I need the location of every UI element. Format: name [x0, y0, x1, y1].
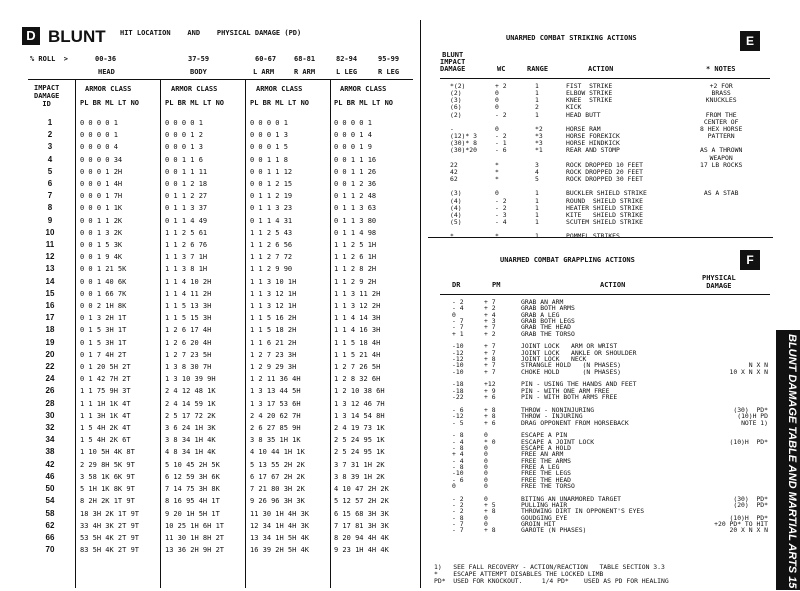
armor-cols-arm: PL BR ML LT NO [250, 99, 310, 107]
range-head: 00-36 [95, 55, 117, 63]
col-divider-3 [245, 80, 246, 588]
grappling-header-rule [440, 294, 770, 295]
armor-label-head: ARMOR CLASS [85, 85, 132, 93]
impact-damage-label: IMPACT DAMAGE ID [34, 84, 60, 108]
head-column: 0 0 0 0 1 0 0 0 0 1 0 0 0 0 4 0 0 0 0 34 0 0 0 1 2H 0 0 0 1 4H 0 0 0 1 7H 0 0 0 1 1K 0 0 1 1 2K 0 0 1 3 2K 0 0 1 5 3K 0 0 1 9 4K 0 0 1 21 5K 0 0 1 40 6K 0 0 1 66 7K 0 0 2 1H 8K 0 1 3 2H 1T 0 1 5 3H 1T 0 1 5 3H 1T 0 1 7 4H 2T 0 1 20 5H 2T 0 1 42 7H 2T 1 1 75 9H 3T 1 1 1H 1K 4T 1 1 3H 1K 4T 1 5 4H 2K 4T 1 5 4H 2K 6T 1 10 5H 4K 8T 2 29 8H 5K 9T 3 58 1K 6K 9T 5 1H 1K 8K 9T 8 2H 2K 1T 9T 18 3H 2K 1T 9T 33 4H 3K 2T 9T 53 5H 4K 2T 9T 83 5H 4K 2T 9T [80, 119, 140, 555]
section-rule [428, 237, 773, 238]
col-divider-2 [160, 80, 161, 588]
striking-impact-column: *(2) (2) (3) (6) (2) - (12)* 3 (30)* 8 (30)*20 22 42 62 (3) (4) (4) (4) (5) [450, 82, 477, 226]
leg-column: 0 0 0 0 1 0 0 0 1 4 0 0 0 1 9 0 0 1 1 16 0 0 1 1 26 0 0 1 2 36 0 1 1 2 48 0 1 1 3 63 0 1 1 3 80 0 1 1 4 98 1 1 2 5 1H 1 1 2 6 1H 1 1 2 8 2H 1 1 2 9 2H 1 1 3 11 2H 1 1 3 12 2H 1 1 4 14 3H 1 1 4 16 3H 1 1 5 18 4H 1 1 5 21 4H 1 2 7 26 5H 1 2 8 32 6H 1 2 10 38 6H 1 3 12 46 7H 1 3 14 54 8H 2 4 19 73 1K 2 5 24 95 1K 2 5 24 95 1K 3 7 31 1H 2K 3 8 39 1H 2K 4 10 47 2H 2K 5 12 57 2H 2K 6 15 68 3H 3K 7 17 81 3H 3K 8 20 94 4H 4K 9 23 1H 4H 4K [334, 119, 389, 555]
blunt-subtitle: HIT LOCATION AND PHYSICAL DAMAGE (PD) [120, 29, 302, 37]
page-divider [420, 20, 421, 588]
arm-column: 0 0 0 0 1 0 0 0 1 3 0 0 0 1 5 0 0 1 1 8 0 0 1 1 12 0 0 1 2 15 0 1 1 2 19 0 1 1 3 23 0 1 1 4 31 1 1 2 5 43 1 1 2 6 56 1 1 2 7 72 1 1 2 9 90 1 1 3 10 1H 1 1 3 12 1H 1 1 3 12 1H 1 1 5 16 2H 1 1 5 18 2H 1 1 6 21 2H 1 2 7 23 3H 1 2 9 29 3H 1 2 11 36 4H 1 3 13 44 5H 1 3 17 53 6H 2 4 20 62 7H 2 6 27 85 9H 3 8 35 1H 1K 4 10 44 1H 1K 5 13 55 2H 2K 6 17 67 2H 2K 7 21 80 3H 2K 9 26 96 3H 3K 11 30 1H 4H 3K 12 34 1H 4H 3K 13 34 1H 5H 4K 16 39 2H 5H 4K [250, 119, 310, 555]
striking-header-range: RANGE [527, 65, 549, 73]
striking-header-action: ACTION [588, 65, 614, 73]
armor-label-body: ARMOR CLASS [171, 85, 218, 93]
impact-id-column: 1 2 3 4 5 6 7 8 9 10 11 12 13 14 15 16 17 18 19 20 22 24 26 28 30 32 34 38 42 46 50 54 58 62 66 70 [45, 118, 55, 555]
armor-cols-head: PL BR ML LT NO [80, 99, 140, 107]
striking-header-wc: WC [497, 65, 506, 73]
striking-notes-column: +2 FOR BRASS KNUCKLES FROM THE CENTER OF 8 HEX HORSE PATTERN AS A THROWN WEAPON 17 LB ROCKS AS A STAB [700, 82, 743, 198]
location-lleg: L LEG [336, 68, 358, 76]
range-lleg: 82-94 [336, 55, 358, 63]
roll-label: % ROLL > [30, 55, 68, 63]
striking-title: UNARMED COMBAT STRIKING ACTIONS [506, 34, 637, 42]
striking-range-column: 1 1 1 2 1 *2 *3 *3 *1 3 4 5 1 1 1 1 1 [535, 82, 543, 226]
side-tab [776, 330, 800, 590]
header-rule [28, 79, 413, 80]
grappling-title: UNARMED COMBAT GRAPPLING ACTIONS [500, 256, 635, 264]
armor-cols-leg: PL BR ML LT NO [334, 99, 394, 107]
location-head: HEAD [98, 68, 115, 76]
location-larm: L ARM [253, 68, 275, 76]
section-d-badge: D [22, 27, 40, 45]
body-column: 0 0 0 0 1 0 0 0 1 2 0 0 0 1 3 0 0 1 1 6 0 0 1 1 11 0 0 1 2 18 0 1 1 2 27 0 1 1 3 37 0 1 1 4 49 1 1 2 5 61 1 1 2 6 76 1 1 3 7 1H 1 1 3 8 1H 1 1 4 10 2H 1 1 4 11 2H 1 1 5 13 3H 1 1 5 15 3H 1 2 6 17 4H 1 2 6 20 4H 1 2 7 23 5H 1 3 8 30 7H 1 3 10 39 9H 2 4 12 48 1K 2 4 14 59 1K 2 5 17 72 2K 3 6 24 1H 3K 3 8 34 1H 4K 4 8 34 1H 4K 5 10 45 2H 5K 6 12 59 3H 6K 7 14 75 3H 8K 8 16 95 4H 1T 9 20 1H 5H 1T 10 25 1H 6H 1T 11 30 1H 8H 2T 13 36 2H 9H 2T [165, 119, 225, 555]
striking-action-column: FIST STRIKE ELBOW STRIKE KNEE STRIKE KICK HEAD BUTT HORSE RAM HORSE FOREKICK HORSE HINDKICK REAR AND STOMP ROCK DROPPED 10 FEET ROCK DROPPED 20 FEET ROCK DROPPED 30 FEET BUCKLER SHIELD STRIKE ROUND SHIELD STRIKE HEATER SHIELD STRIKE KITE SHIELD STRIKE SCUTEM SHIELD STRIKE [566, 82, 647, 226]
range-larm: 60-67 [255, 55, 277, 63]
grappling-action-column: GRAB AN ARM GRAB BOTH ARMS GRAB A LEG GRAB BOTH LEGS GRAB THE HEAD GRAB THE TORSO JOINT LOCK ARM OR WRIST JOINT LOCK ANKLE OR SHOULDER JOINT LOCK NECK STRANGLE HOLD (N PHASES) CHOKE HOLD (N PHASES) PIN - USING THE HANDS AND FEET PIN - WITH ONE ARM FREE PIN - WITH BOTH ARMS FREE THROW - NONINJURING THROW - INJURING DRAG OPPONENT FROM HORSEBACK ESCAPE A PIN ESCAPE A JOINT LOCK ESCAPE A HOLD FREE AN ARM FREE THE ARMS FREE A LEG FREE THE LEGS FREE THE HEAD FREE THE TORSO BITING AN UNARMORED TARGET PULLING HAIR THROWING DIRT IN OPPONENT'S EYES GOUDGING EYE GROIN HIT GAROTE (N PHASES) [521, 298, 645, 535]
grappling-pm-column: + 7 + 2 + 4 + 3 + 7 + 2 + 7 + 7 + 8 + 7 + 7 +12 + 9 + 6 + 8 + 8 + 6 0 * 0 0 0 0 0 0 0 0 0 + 5 + 8 0 0 + 8 [484, 298, 496, 535]
grappling-header-damage: PHYSICAL DAMAGE [702, 274, 736, 290]
section-e-badge: E [740, 31, 760, 51]
range-rarm: 68-81 [294, 55, 316, 63]
footnotes: 1) SEE FALL RECOVERY - ACTION/REACTION TABLE SECTION 3.3 * ESCAPE ATTEMPT DISABLES THE LOCKED LIMB PD* USED FOR KNOCKOUT. 1/4 PD* USED AS PD FOR HEALING [434, 563, 669, 585]
armor-label-leg: ARMOR CLASS [340, 85, 387, 93]
grappling-damage-column: N X N 10 X N X N (30) PD* (10)H PD NOTE 1) (10)H PD* (30) PD* (20) PD* (10)H PD* +20 PD* TO HIT 20 X N X N [714, 361, 768, 535]
armor-label-arm: ARMOR CLASS [256, 85, 303, 93]
col-divider-1 [75, 80, 76, 588]
grappling-dr-column: - 2 - 4 0 - 7 - 7 + 1 -10 -12 -12 -10 -10 -18 -18 -22 - 6 -12 - 5 - 8 - 4 - 8 + 4 - 4 - 8 -10 - 6 0 - 2 - 2 - 2 - 8 - 7 - 7 [452, 298, 464, 535]
striking-wc-column: + 2 0 0 0 - 2 0 - 2 - 1 - 6 * * * 0 - 2 - 2 - 3 - 4 [495, 82, 507, 226]
grappling-header-dr: DR [452, 281, 461, 289]
section-f-badge: F [740, 250, 760, 270]
grappling-header-pm: PM [492, 281, 501, 289]
range-body: 37-59 [188, 55, 210, 63]
location-rleg: R LEG [378, 68, 400, 76]
striking-header-notes: * NOTES [706, 65, 736, 73]
striking-header-rule [440, 78, 770, 79]
side-tab-label: BLUNT DAMAGE TABLE AND MARTIAL ARTS 15 [786, 334, 798, 589]
range-rleg: 95-99 [378, 55, 400, 63]
location-body: BODY [190, 68, 207, 76]
col-divider-4 [330, 80, 331, 588]
striking-header-impact: BLUNT IMPACT DAMAGE [440, 51, 466, 73]
blunt-title: BLUNT [48, 27, 106, 46]
grappling-header-action: ACTION [600, 281, 626, 289]
location-rarm: R ARM [294, 68, 316, 76]
armor-cols-body: PL BR ML LT NO [165, 99, 225, 107]
